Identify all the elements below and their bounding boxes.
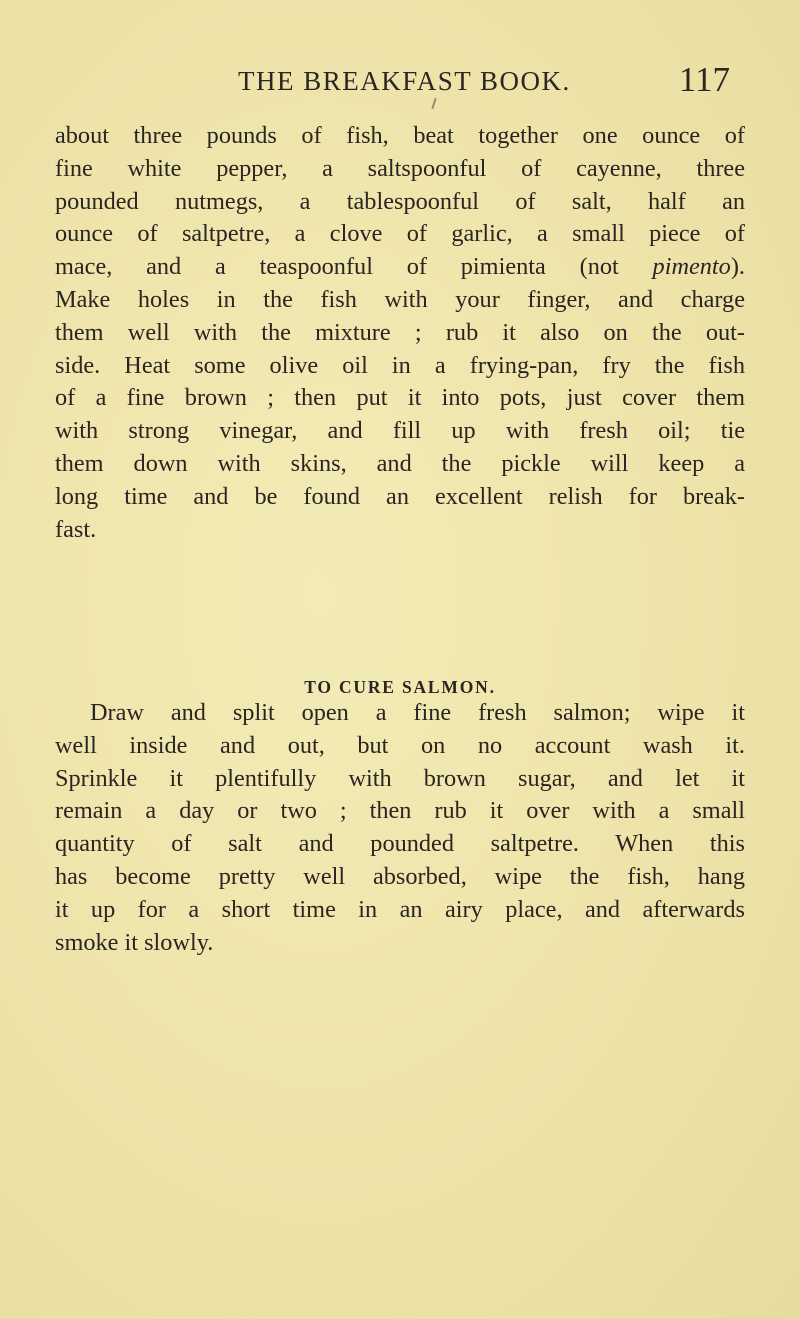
text-line: about three pounds of fish, beat together one ounce of bbox=[55, 122, 745, 149]
recipe-paragraph bbox=[55, 120, 745, 546]
section-heading: TO CURE SALMON. bbox=[304, 677, 496, 697]
text-line: with strong vinegar, and fill up with fresh oil; tie bbox=[55, 417, 745, 445]
recipe-paragraph bbox=[55, 697, 745, 959]
text-line: fine white pepper, a saltspoonful of cayenne, three bbox=[55, 154, 745, 182]
text-line: ounce of saltpetre, a clove of garlic, a small piece of bbox=[55, 220, 745, 248]
text-line: Make holes in the fish with your finger, and charge bbox=[55, 285, 745, 313]
text-line: remain a day or two ; then rub it over with a small bbox=[55, 797, 745, 825]
text-segment: mace, and a teaspoonful of pimienta (not bbox=[55, 253, 653, 281]
page-header-title: THE BREAKFAST BOOK. bbox=[238, 66, 571, 96]
text-line: them down with skins, and the pickle will keep a bbox=[55, 449, 745, 477]
text-line: it up for a short time in an airy place, and afterwards bbox=[55, 895, 745, 923]
text-line: long time and be found an excellent relish for break- bbox=[55, 482, 745, 510]
text-line bbox=[55, 251, 745, 284]
text-line: well inside and out, but on no account wash it. bbox=[55, 731, 745, 759]
text-line: Sprinkle it plentifully with brown sugar, and let it bbox=[55, 764, 745, 792]
text-line: pounded nutmegs, a tablespoonful of salt, half an bbox=[55, 187, 745, 215]
page-number: 117 bbox=[678, 60, 730, 99]
text-line: Draw and split open a fine fresh salmon; wipe it bbox=[90, 699, 745, 726]
text-segment: ). bbox=[730, 253, 745, 281]
text-line: smoke it slowly. bbox=[55, 928, 214, 956]
text-line: side. Heat some olive oil in a frying-pan, fry the fish bbox=[55, 351, 745, 379]
text-line: them well with the mixture ; rub it also on the out- bbox=[55, 318, 745, 346]
text-line: has become pretty well absorbed, wipe the fish, hang bbox=[55, 862, 745, 890]
text-line: quantity of salt and pounded saltpetre. When this bbox=[55, 830, 745, 858]
text-line: of a fine brown ; then put it into pots, just cover them bbox=[55, 384, 745, 412]
running-head bbox=[238, 60, 738, 106]
italic-word: pimento bbox=[652, 253, 731, 281]
text-line: fast. bbox=[55, 515, 97, 543]
